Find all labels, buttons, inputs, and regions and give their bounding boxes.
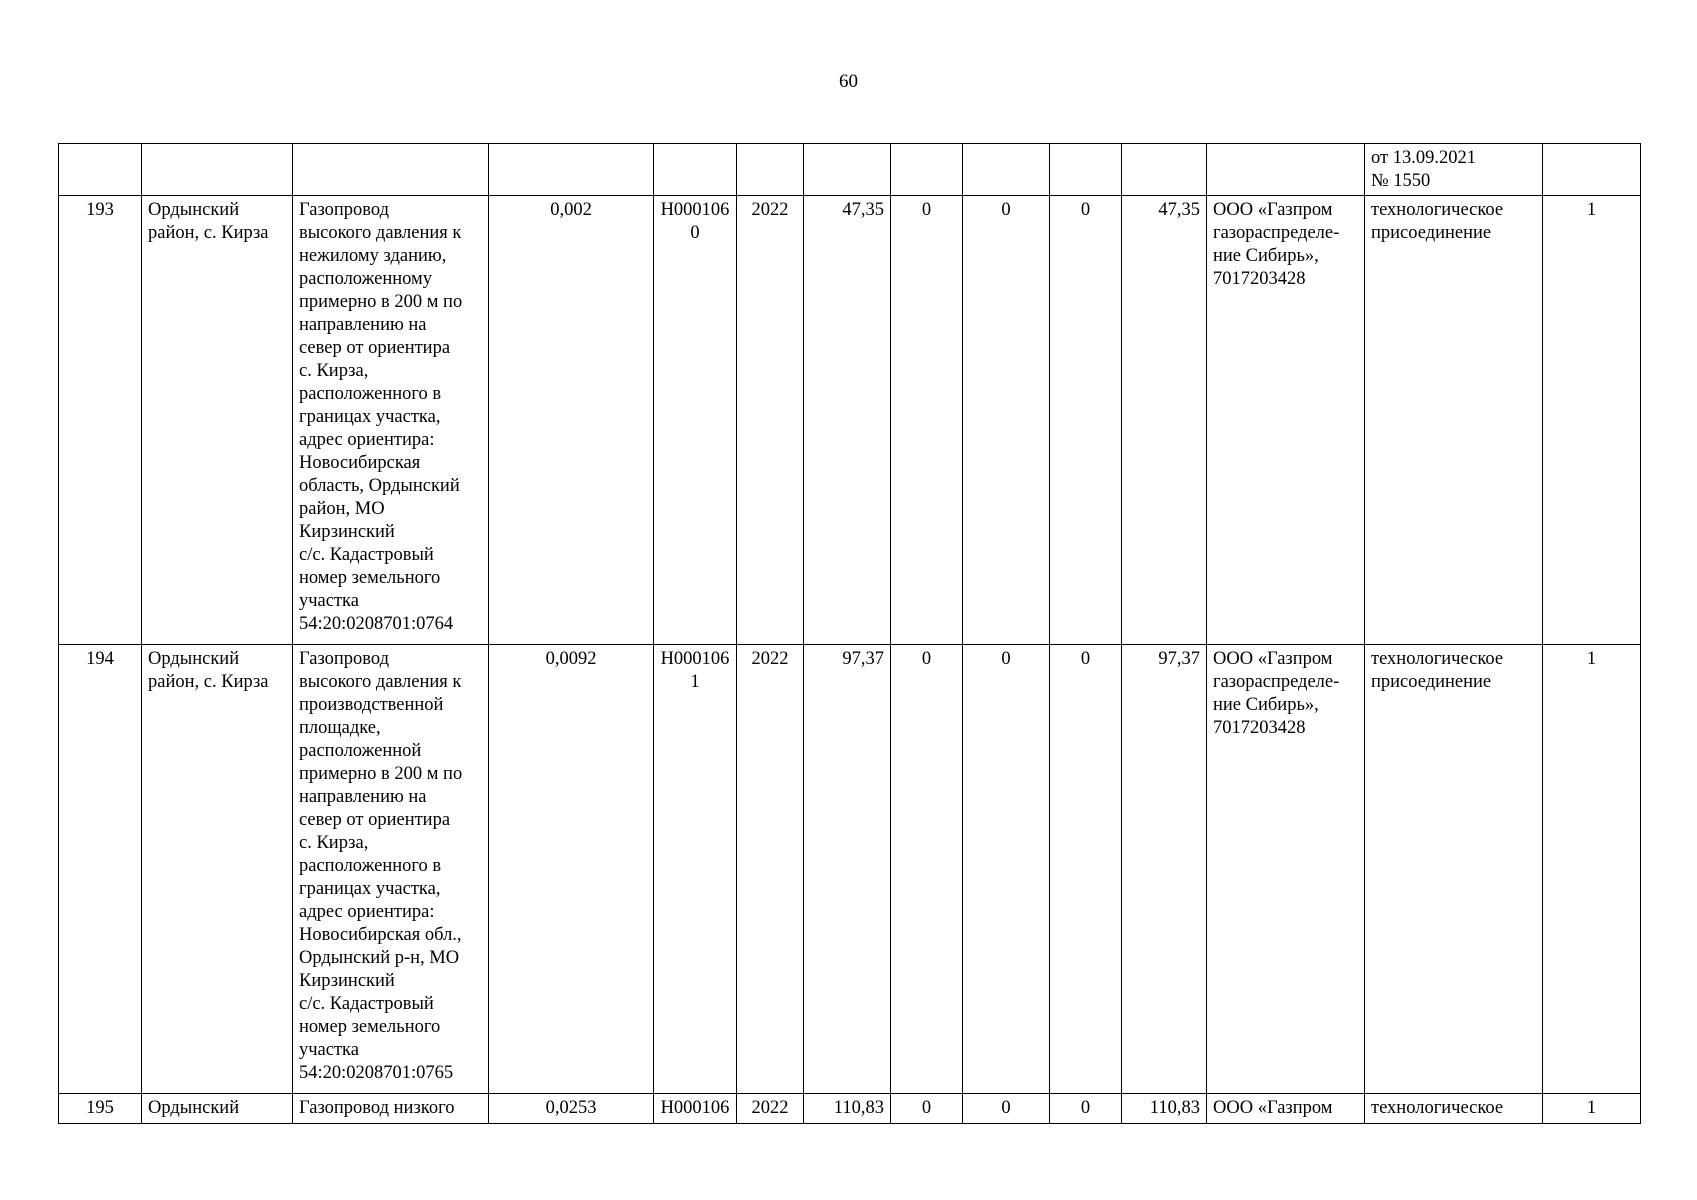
registry-table [58, 143, 1641, 1124]
object-line: 54:20:0208701:0764 [299, 614, 454, 634]
object-line: расположенного в [299, 856, 442, 876]
cell-total: 97,37 [804, 645, 891, 1094]
location-line: Ордынский [148, 200, 240, 220]
cell-code [654, 144, 737, 196]
object-line: Газопровод [299, 200, 390, 220]
org-line: 7017203428 [1213, 269, 1306, 289]
org-line: ние Сибирь», [1213, 246, 1319, 266]
code-line: Н000106 [660, 200, 730, 220]
cell-object [293, 1094, 489, 1124]
object-line: 54:20:0208701:0765 [299, 1063, 454, 1083]
cell-num [59, 144, 142, 196]
location-line: район, с. Кирза [148, 223, 269, 243]
object-line: Новосибирская обл., [299, 925, 462, 945]
cell-code [654, 645, 737, 1094]
object-line: участка [299, 1040, 359, 1060]
org-line: ООО «Газпром [1213, 1098, 1333, 1118]
cell-length: 0,002 [489, 196, 654, 645]
basis-line: присоединение [1371, 672, 1492, 692]
cell-object [293, 196, 489, 645]
org-line: ние Сибирь», [1213, 695, 1319, 715]
basis-line: технологическое [1371, 1098, 1504, 1118]
cell-basis [1365, 1094, 1543, 1124]
object-line: примерно в 200 м по [299, 292, 463, 312]
cell-org [1207, 144, 1365, 196]
cell-org [1207, 1094, 1365, 1124]
basis-line: № 1550 [1371, 171, 1431, 191]
cell-code [654, 196, 737, 645]
object-line: север от ориентира [299, 338, 451, 358]
object-line: север от ориентира [299, 810, 451, 830]
location-line: район, с. Кирза [148, 672, 269, 692]
cell-code [654, 1094, 737, 1124]
cell-count: 1 [1543, 1094, 1641, 1124]
cell-v1: 0 [891, 1094, 963, 1124]
cell-v2 [963, 144, 1050, 196]
cell-object [293, 645, 489, 1094]
cell-v4: 47,35 [1122, 196, 1207, 645]
cell-num: 193 [59, 196, 142, 645]
object-line: производственной [299, 695, 444, 715]
object-line: область, Ордынский [299, 476, 460, 496]
object-line: район, МО [299, 499, 385, 519]
continuation-row [59, 144, 1641, 196]
cell-total: 110,83 [804, 1094, 891, 1124]
object-line: направлению на [299, 315, 427, 335]
cell-location [142, 196, 293, 645]
object-line: границах участка, [299, 879, 441, 899]
object-line: направлению на [299, 787, 427, 807]
org-line: газораспределе- [1213, 223, 1340, 243]
cell-v1: 0 [891, 645, 963, 1094]
basis-line: технологическое [1371, 200, 1504, 220]
location-line: Ордынский [148, 649, 240, 669]
object-line: адрес ориентира: [299, 902, 435, 922]
cell-count: 1 [1543, 196, 1641, 645]
org-line: ООО «Газпром [1213, 649, 1333, 669]
object-line: с. Кирза, [299, 361, 369, 381]
cell-year: 2022 [737, 645, 804, 1094]
cell-length: 0,0253 [489, 1094, 654, 1124]
cell-num: 195 [59, 1094, 142, 1124]
cell-org [1207, 645, 1365, 1094]
object-line: высокого давления к [299, 672, 462, 692]
object-line: с/с. Кадастровый [299, 545, 434, 565]
code-line: Н000106 [660, 1098, 730, 1118]
cell-year [737, 144, 804, 196]
table-row [59, 196, 1641, 645]
cell-v1 [891, 144, 963, 196]
cell-v3: 0 [1050, 196, 1122, 645]
cell-count: 1 [1543, 645, 1641, 1094]
object-line: площадке, [299, 718, 381, 738]
cell-basis [1365, 196, 1543, 645]
object-line: номер земельного [299, 1017, 441, 1037]
object-line: с. Кирза, [299, 833, 369, 853]
cell-basis [1365, 144, 1543, 196]
cell-v4: 97,37 [1122, 645, 1207, 1094]
table-row [59, 1094, 1641, 1124]
basis-line: технологическое [1371, 649, 1504, 669]
cell-v3 [1050, 144, 1122, 196]
cell-count [1543, 144, 1641, 196]
object-line: примерно в 200 м по [299, 764, 463, 784]
cell-length [489, 144, 654, 196]
cell-object [293, 144, 489, 196]
page-number: 60 [839, 71, 858, 92]
object-line: высокого давления к [299, 223, 462, 243]
cell-basis [1365, 645, 1543, 1094]
object-line: Ордынский р-н, МО [299, 948, 460, 968]
object-line: расположенного в [299, 384, 442, 404]
cell-total [804, 144, 891, 196]
object-line: нежилому зданию, [299, 246, 447, 266]
cell-v3: 0 [1050, 645, 1122, 1094]
cell-total: 47,35 [804, 196, 891, 645]
object-line: участка [299, 591, 359, 611]
cell-v1: 0 [891, 196, 963, 645]
basis-line: присоединение [1371, 223, 1492, 243]
code-line: Н000106 [660, 649, 730, 669]
object-line: с/с. Кадастровый [299, 994, 434, 1014]
object-line: адрес ориентира: [299, 430, 435, 450]
org-line: ООО «Газпром [1213, 200, 1333, 220]
cell-v3: 0 [1050, 1094, 1122, 1124]
cell-year: 2022 [737, 196, 804, 645]
object-line: Кирзинский [299, 971, 395, 991]
org-line: газораспределе- [1213, 672, 1340, 692]
cell-location [142, 144, 293, 196]
cell-v2: 0 [963, 645, 1050, 1094]
object-line: Новосибирская [299, 453, 421, 473]
cell-location [142, 1094, 293, 1124]
table-row [59, 645, 1641, 1094]
location-line: Ордынский [148, 1098, 240, 1118]
object-line: номер земельного [299, 568, 441, 588]
cell-location [142, 645, 293, 1094]
cell-year: 2022 [737, 1094, 804, 1124]
object-line: Газопровод низкого [299, 1098, 455, 1118]
code-line: 1 [690, 672, 700, 692]
object-line: расположенному [299, 269, 433, 289]
cell-v2: 0 [963, 1094, 1050, 1124]
cell-v4: 110,83 [1122, 1094, 1207, 1124]
cell-v2: 0 [963, 196, 1050, 645]
code-line: 0 [690, 223, 700, 243]
object-line: Газопровод [299, 649, 390, 669]
object-line: Кирзинский [299, 522, 395, 542]
object-line: расположенной [299, 741, 422, 761]
basis-line: от 13.09.2021 [1371, 148, 1476, 168]
cell-num: 194 [59, 645, 142, 1094]
org-line: 7017203428 [1213, 718, 1306, 738]
cell-length: 0,0092 [489, 645, 654, 1094]
cell-v4 [1122, 144, 1207, 196]
object-line: границах участка, [299, 407, 441, 427]
cell-org [1207, 196, 1365, 645]
